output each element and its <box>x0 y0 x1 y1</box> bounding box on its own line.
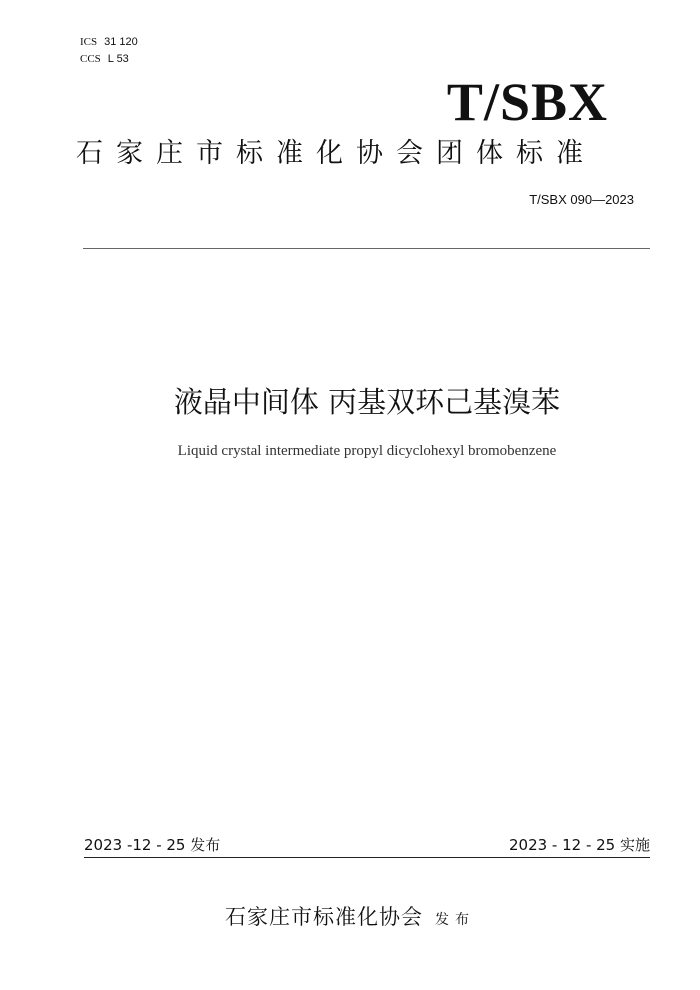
classification-codes <box>80 34 138 68</box>
publisher-line <box>0 902 700 935</box>
implementation-date: 2023 - 12 - 25 实施 <box>508 836 650 854</box>
ccs-value: L 53 <box>107 53 129 65</box>
publisher-organization: 石家庄市标准化协会 <box>225 905 423 929</box>
ics-label: ICS <box>80 36 98 48</box>
bottom-divider <box>84 857 650 858</box>
ics-line <box>80 34 138 51</box>
ccs-label: CCS <box>80 53 101 65</box>
release-date: 2023 -12 - 25 发布 <box>84 836 221 854</box>
standard-logo: T/SBX <box>446 72 608 132</box>
ccs-line <box>80 51 138 68</box>
publisher-action: 发布 <box>435 912 475 928</box>
document-title-chinese: 液晶中间体 丙基双环己基溴苯 <box>173 385 561 419</box>
org-standard-title: 石家庄市标准化协会团体标准 <box>76 138 596 169</box>
top-divider <box>83 248 650 249</box>
standard-number: T/SBX 090—2023 <box>529 192 634 207</box>
document-title-english: Liquid crystal intermediate propyl dicyclohexyl bromobenzene <box>177 443 557 459</box>
ics-value: 31 120 <box>104 36 138 48</box>
